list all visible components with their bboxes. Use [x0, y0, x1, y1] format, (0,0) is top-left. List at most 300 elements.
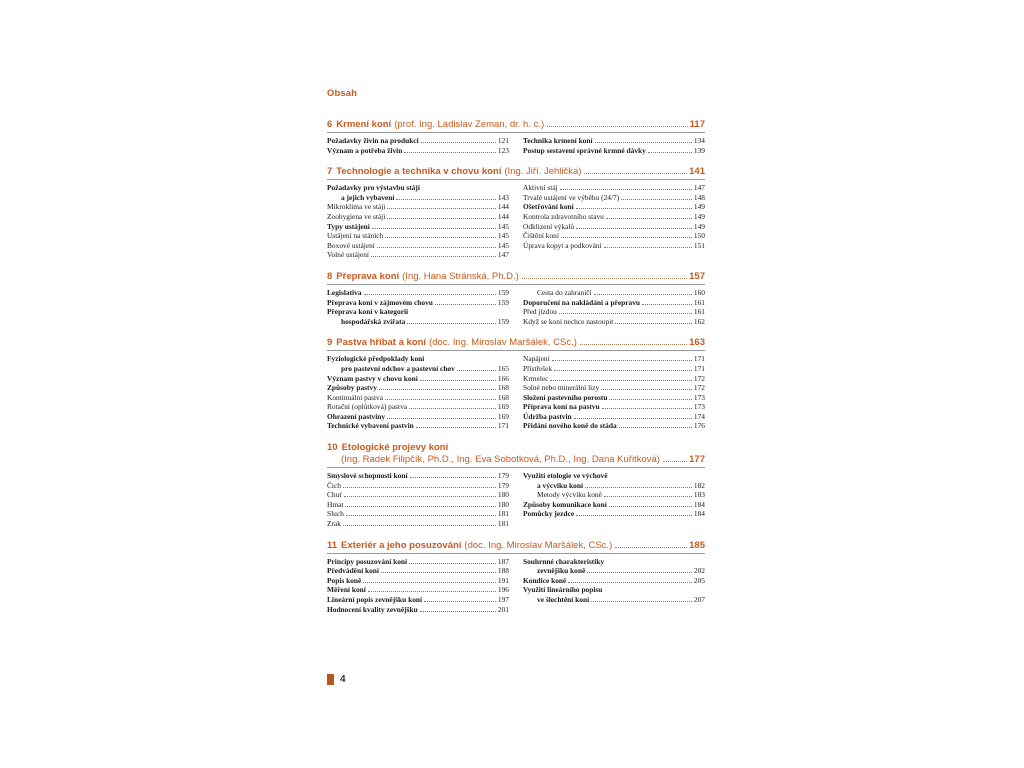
dot-leader — [409, 408, 496, 409]
entry-title: Sluch — [327, 509, 344, 519]
entry-columns — [327, 354, 705, 431]
toc-entry[interactable] — [327, 557, 509, 567]
entry-page: 149 — [693, 202, 705, 212]
entry-title: Chuť — [327, 490, 343, 500]
entry-page: 202 — [693, 566, 705, 576]
toc-entry[interactable] — [523, 202, 705, 212]
toc-entry[interactable] — [327, 250, 509, 260]
chapter-number: 7 — [327, 166, 333, 178]
dot-leader — [385, 237, 496, 238]
dot-leader — [424, 601, 496, 602]
dot-leader — [409, 563, 496, 564]
dot-leader — [364, 294, 496, 295]
toc-entry[interactable] — [523, 393, 705, 403]
entry-page: 205 — [693, 575, 705, 585]
entry-title: Technické vybavení pastvin — [327, 421, 414, 431]
entry-title: Ohrazení pastviny — [327, 411, 386, 421]
chapter-number: 11 — [327, 539, 338, 551]
toc-entry[interactable] — [523, 595, 705, 605]
dot-leader — [580, 344, 687, 345]
entry-page: 165 — [497, 363, 509, 373]
entry-page: 148 — [693, 192, 705, 202]
entry-page: 207 — [693, 595, 705, 604]
toc-entry[interactable] — [327, 374, 509, 384]
entry-title: Přeprava koní v kategorii — [327, 307, 409, 317]
dot-leader — [609, 399, 691, 400]
entry-title: pro pastevní odchov a pastevní chov — [341, 363, 455, 373]
toc-entry[interactable] — [327, 298, 509, 308]
entry-title: Souhrnné charakteristiky — [523, 556, 605, 566]
dot-leader — [601, 389, 692, 390]
dot-leader — [568, 582, 692, 583]
toc-entry[interactable] — [523, 500, 705, 510]
entry-title: Aktivní stáj — [523, 183, 558, 193]
entry-title: Zoohygiena ve stáji — [327, 211, 386, 221]
dot-leader — [416, 427, 496, 428]
entry-page: 180 — [497, 490, 509, 500]
dot-leader — [606, 218, 692, 219]
dot-leader — [522, 278, 687, 279]
dot-leader — [576, 228, 692, 229]
entry-page: 160 — [693, 287, 705, 297]
entry-title: Solné nebo minerální lizy — [523, 383, 600, 393]
dot-leader — [368, 591, 496, 592]
entry-title: Legislativa — [327, 287, 362, 297]
entry-title: Příprava koní na pastvu — [523, 402, 600, 412]
entry-title: Čich — [327, 480, 341, 490]
entry-page: 161 — [693, 307, 705, 317]
dot-leader — [559, 313, 692, 314]
chapter-section — [327, 442, 705, 529]
dot-leader — [457, 370, 496, 371]
dot-leader — [604, 496, 692, 497]
entry-page: 147 — [693, 183, 705, 193]
chapter-page: 185 — [689, 539, 705, 551]
chapter-author: (prof. Ing. Ladislav Zeman, dr. h. c.) — [394, 119, 545, 130]
entry-page: 166 — [497, 373, 509, 383]
entry-title: a jejich vybavení — [341, 192, 395, 202]
entry-page: 123 — [497, 145, 509, 155]
entry-page: 174 — [693, 411, 705, 421]
entry-columns — [327, 136, 705, 155]
dot-leader — [594, 294, 692, 295]
entry-title: Požadavky živin na produkci — [327, 136, 419, 145]
chapter-number: 6 — [327, 119, 333, 130]
entry-title: Význam pastvy v chovu koní — [327, 373, 418, 383]
entry-title: Hodnocení kvality zevnějšku — [327, 604, 418, 614]
dot-leader — [387, 218, 496, 219]
dot-leader — [345, 506, 495, 507]
toc-page — [327, 88, 705, 625]
dot-leader — [619, 427, 692, 428]
chapter-title: Přeprava koní — [336, 270, 400, 282]
entry-page: 169 — [497, 411, 509, 421]
toc-entry[interactable] — [327, 605, 509, 615]
chapter-heading[interactable] — [327, 540, 705, 554]
toc-entry[interactable] — [327, 481, 509, 491]
entry-title: Mikroklima ve stáji — [327, 202, 386, 212]
dot-leader — [385, 399, 496, 400]
entry-page: 168 — [497, 383, 509, 393]
entry-page: 171 — [693, 363, 705, 373]
dot-leader — [407, 323, 496, 324]
toc-entry[interactable] — [523, 307, 705, 317]
entry-columns — [327, 471, 705, 529]
toc-entry[interactable] — [523, 146, 705, 156]
entry-page: 196 — [497, 585, 509, 595]
chapter-page: 163 — [689, 337, 705, 349]
dot-leader — [363, 582, 496, 583]
chapter-page: 157 — [689, 270, 705, 282]
entry-title: Když se koni nechce nastoupit — [523, 316, 614, 326]
entry-title: Před jízdou — [523, 307, 557, 317]
entry-title: Složení pastevního porostu — [523, 392, 608, 402]
entry-title: Rotační (oplůtková) pastva — [327, 402, 408, 412]
toc-entry[interactable] — [523, 509, 705, 519]
chapter-number: 9 — [327, 337, 333, 349]
dot-leader — [377, 247, 496, 248]
toc-entry[interactable] — [327, 222, 509, 232]
toc-entry[interactable] — [523, 557, 705, 567]
toc-entry[interactable] — [523, 576, 705, 586]
dot-leader — [387, 418, 496, 419]
entry-title: Využití lineárního popisu — [523, 585, 603, 595]
entry-page: 172 — [693, 373, 705, 383]
entry-page: 179 — [497, 471, 509, 481]
entry-title: Čištění koní — [523, 231, 559, 241]
chapter-list — [327, 119, 705, 614]
entry-page: 159 — [497, 316, 509, 326]
entry-title: Přeprava koní v zájmovém chovu — [327, 297, 433, 307]
entry-title: Volné ustájení — [327, 250, 369, 260]
toc-entry[interactable] — [523, 421, 705, 431]
dot-leader — [343, 525, 496, 526]
dot-leader — [621, 199, 692, 200]
entry-title: Ustájení na stáních — [327, 231, 384, 241]
chapter-title: Technologie a technika v chovu koní — [336, 166, 502, 178]
chapter-heading[interactable] — [327, 119, 705, 133]
entry-title: Odklizení výkalů — [523, 221, 575, 231]
left-column — [327, 288, 509, 326]
entry-page: 149 — [693, 221, 705, 231]
right-column — [523, 471, 705, 529]
chapter-heading[interactable] — [327, 271, 705, 285]
dot-leader — [435, 304, 496, 305]
toc-entry[interactable] — [523, 298, 705, 308]
right-column — [523, 557, 705, 615]
dot-leader — [584, 173, 687, 174]
entry-page: 187 — [497, 556, 509, 566]
chapter-author: (doc. Ing. Miroslav Maršálek, CSc.) — [464, 539, 613, 551]
toc-entry[interactable] — [523, 222, 705, 232]
entry-title: Kontinuální pastva — [327, 392, 384, 402]
toc-entry[interactable] — [523, 402, 705, 412]
entry-page: 121 — [497, 136, 509, 145]
entry-title: Přístřešek — [523, 363, 553, 373]
entry-title: Způsoby pastvy — [327, 383, 377, 393]
chapter-author: (Ing. Hana Stránská, Ph.D.) — [402, 270, 519, 282]
entry-title: Technika krmení koní — [523, 136, 593, 145]
entry-title: Smyslové schopnosti koní — [327, 471, 408, 481]
dot-leader — [371, 256, 496, 257]
toc-entry[interactable] — [327, 595, 509, 605]
dot-leader — [552, 360, 692, 361]
entry-page: 143 — [497, 192, 509, 202]
entry-columns — [327, 557, 705, 615]
entry-page: 145 — [497, 231, 509, 241]
left-column — [327, 557, 509, 615]
entry-page: 184 — [693, 509, 705, 519]
page-number: 4 — [340, 674, 346, 685]
dot-leader — [387, 208, 496, 209]
entry-title: Krmelec — [523, 373, 549, 383]
entry-page: 144 — [497, 211, 509, 221]
dot-leader — [609, 506, 692, 507]
dot-leader — [574, 418, 692, 419]
chapter-title: Pastva hříbat a koní — [336, 337, 427, 349]
toc-entry[interactable] — [327, 402, 509, 412]
chapter-heading[interactable] — [327, 337, 705, 351]
dot-leader — [585, 487, 692, 488]
entry-title: ve šlechtění koní — [537, 595, 590, 604]
dot-leader — [381, 572, 496, 573]
entry-title: Využití etologie ve výchově — [523, 471, 608, 481]
dot-leader — [602, 408, 692, 409]
toc-entry[interactable] — [327, 364, 509, 374]
chapter-page: 141 — [689, 166, 705, 178]
chapter-author: (Ing. Radek Filipčík, Ph.D., Ing. Eva Sobotková, Ph.D., Ing. Dana Kuřitková) — [341, 454, 660, 466]
entry-page: 171 — [497, 421, 509, 431]
entry-title: Hmat — [327, 499, 344, 509]
entry-title: Zrak — [327, 519, 341, 529]
toc-entry[interactable] — [523, 364, 705, 374]
entry-page: 201 — [497, 604, 509, 614]
dot-leader — [420, 611, 496, 612]
entry-page: 149 — [693, 211, 705, 221]
entry-page: 188 — [497, 566, 509, 576]
chapter-section — [327, 337, 705, 431]
toc-entry[interactable] — [327, 500, 509, 510]
entry-title: Lineární popis zevnějšku koní — [327, 595, 423, 604]
dot-leader — [372, 228, 496, 229]
toc-entry[interactable] — [327, 519, 509, 529]
entry-page: 181 — [497, 509, 509, 519]
chapter-title: Krmení koní — [336, 119, 392, 130]
entry-title: Význam a potřeba živin — [327, 145, 403, 155]
toc-entry[interactable] — [327, 585, 509, 595]
chapter-author: (doc. Ing. Miroslav Maršálek, CSc.) — [429, 337, 577, 349]
toc-entry[interactable] — [327, 354, 509, 364]
toc-entry[interactable] — [327, 490, 509, 500]
toc-entry[interactable] — [523, 231, 705, 241]
entry-title: Typy ustájení — [327, 221, 370, 231]
chapter-heading[interactable] — [327, 166, 705, 180]
chapter-section — [327, 540, 705, 615]
entry-page: 168 — [497, 392, 509, 402]
dot-leader — [663, 461, 687, 462]
entry-page: 145 — [497, 240, 509, 250]
dot-leader — [343, 487, 496, 488]
entry-title: Trvalé ustájení ve výběhu (24/7) — [523, 192, 620, 202]
toc-entry[interactable] — [523, 193, 705, 203]
entry-page: 159 — [497, 297, 509, 307]
entry-title: Popis koně — [327, 575, 362, 585]
right-column — [523, 354, 705, 431]
toc-entry[interactable] — [327, 307, 509, 317]
entry-title: Kondice koně — [523, 575, 567, 585]
chapter-number: 8 — [327, 270, 333, 282]
toc-entry[interactable] — [327, 317, 509, 327]
entry-title: Úprava kopyt a podkování — [523, 240, 602, 250]
left-column — [327, 471, 509, 529]
toc-entry[interactable] — [523, 383, 705, 393]
toc-entry[interactable] — [327, 471, 509, 481]
toc-entry[interactable] — [523, 136, 705, 146]
right-column — [523, 183, 705, 260]
entry-title: Napájení — [523, 354, 550, 364]
entry-title: Ošetřování koní — [523, 202, 574, 212]
entry-title: Měření koní — [327, 585, 366, 595]
toc-entry[interactable] — [523, 183, 705, 193]
entry-page: 179 — [497, 480, 509, 490]
toc-entry[interactable] — [523, 412, 705, 422]
section-title: Obsah — [327, 88, 358, 99]
entry-page: 171 — [693, 354, 705, 364]
dot-leader — [346, 515, 496, 516]
toc-entry[interactable] — [327, 202, 509, 212]
chapter-title: Exteriér a jeho posuzování — [341, 539, 462, 551]
toc-entry[interactable] — [327, 212, 509, 222]
dot-leader — [344, 496, 495, 497]
toc-entry[interactable] — [327, 241, 509, 251]
chapter-page: 117 — [689, 119, 705, 130]
toc-entry[interactable] — [523, 374, 705, 384]
entry-title: Principy posuzování koní — [327, 556, 408, 566]
dot-leader — [379, 389, 496, 390]
toc-entry[interactable] — [327, 393, 509, 403]
toc-entry[interactable] — [523, 490, 705, 500]
entry-page: 151 — [693, 240, 705, 250]
dot-leader — [648, 152, 692, 153]
toc-entry[interactable] — [327, 509, 509, 519]
entry-page: 134 — [693, 136, 705, 145]
toc-entry[interactable] — [327, 193, 509, 203]
entry-title: Údržba pastvin — [523, 411, 572, 421]
entry-page: 169 — [497, 402, 509, 412]
toc-entry[interactable] — [523, 566, 705, 576]
entry-page: 161 — [693, 297, 705, 307]
toc-entry[interactable] — [327, 421, 509, 431]
entry-title: Metody výcviku koně — [537, 490, 602, 500]
dot-leader — [410, 477, 496, 478]
dot-leader — [561, 237, 692, 238]
page-footer — [327, 674, 346, 685]
entry-title: Přidání nového koně do stáda — [523, 421, 617, 431]
entry-title: Předvádění koní — [327, 566, 379, 576]
entry-title: Požadavky pro výstavbu stájí — [327, 183, 420, 193]
toc-entry[interactable] — [523, 212, 705, 222]
chapter-section — [327, 119, 705, 155]
toc-entry[interactable] — [327, 231, 509, 241]
left-column — [327, 183, 509, 260]
entry-columns — [327, 183, 705, 260]
chapter-author-line — [327, 454, 705, 466]
entry-title: Boxové ustájení — [327, 240, 375, 250]
toc-entry[interactable] — [327, 288, 509, 298]
toc-entry[interactable] — [523, 354, 705, 364]
entry-title: Postup sestavení správné krmné dávky — [523, 145, 646, 155]
toc-entry[interactable] — [327, 412, 509, 422]
dot-leader — [587, 572, 692, 573]
dot-leader — [595, 142, 692, 143]
entry-page: 145 — [497, 221, 509, 231]
dot-leader — [404, 152, 496, 153]
entry-title: hospodářská zvířata — [341, 316, 406, 326]
dot-leader — [576, 515, 692, 516]
toc-entry[interactable] — [523, 288, 705, 298]
entry-title: Doporučení na nakládání a přepravu — [523, 297, 641, 307]
chapter-title-line — [327, 442, 705, 454]
toc-entry[interactable] — [327, 183, 509, 193]
dot-leader — [560, 189, 692, 190]
entry-page: 159 — [497, 287, 509, 297]
toc-entry[interactable] — [523, 481, 705, 491]
left-column — [327, 354, 509, 431]
entry-title: Cesta do zahraničí — [537, 287, 592, 297]
dot-leader — [615, 323, 692, 324]
dot-leader — [396, 199, 496, 200]
left-column — [327, 136, 509, 155]
dot-leader — [554, 370, 692, 371]
dot-leader — [547, 126, 688, 127]
entry-page: 197 — [497, 595, 509, 604]
toc-entry[interactable] — [327, 566, 509, 576]
toc-entry[interactable] — [327, 383, 509, 393]
chapter-heading[interactable] — [327, 442, 705, 468]
entry-title: Způsoby komunikace koní — [523, 499, 607, 509]
toc-entry[interactable] — [523, 471, 705, 481]
entry-page: 173 — [693, 392, 705, 402]
toc-entry[interactable] — [523, 317, 705, 327]
entry-page: 162 — [693, 316, 705, 326]
entry-title: Pomůcky jezdce — [523, 509, 575, 519]
entry-title: Kontrola zdravotního stavu — [523, 211, 604, 221]
right-column — [523, 288, 705, 326]
entry-page: 172 — [693, 383, 705, 393]
toc-entry[interactable] — [523, 241, 705, 251]
entry-title: Fyziologické předpoklady koní — [327, 354, 425, 364]
entry-page: 183 — [693, 490, 705, 500]
dot-leader — [420, 380, 496, 381]
toc-entry[interactable] — [327, 576, 509, 586]
toc-entry[interactable] — [523, 585, 705, 595]
entry-page: 147 — [497, 250, 509, 260]
entry-page: 150 — [693, 231, 705, 241]
right-column — [523, 136, 705, 155]
toc-entry[interactable] — [327, 146, 509, 156]
dot-leader — [421, 142, 496, 143]
entry-title: zevnějšku koně — [537, 566, 586, 576]
entry-page: 191 — [497, 575, 509, 585]
toc-entry[interactable] — [327, 136, 509, 146]
entry-page: 139 — [693, 145, 705, 155]
chapter-section — [327, 166, 705, 260]
entry-page: 184 — [693, 499, 705, 509]
entry-page: 181 — [497, 519, 509, 529]
dot-leader — [642, 304, 692, 305]
entry-columns — [327, 288, 705, 326]
entry-page: 176 — [693, 421, 705, 431]
